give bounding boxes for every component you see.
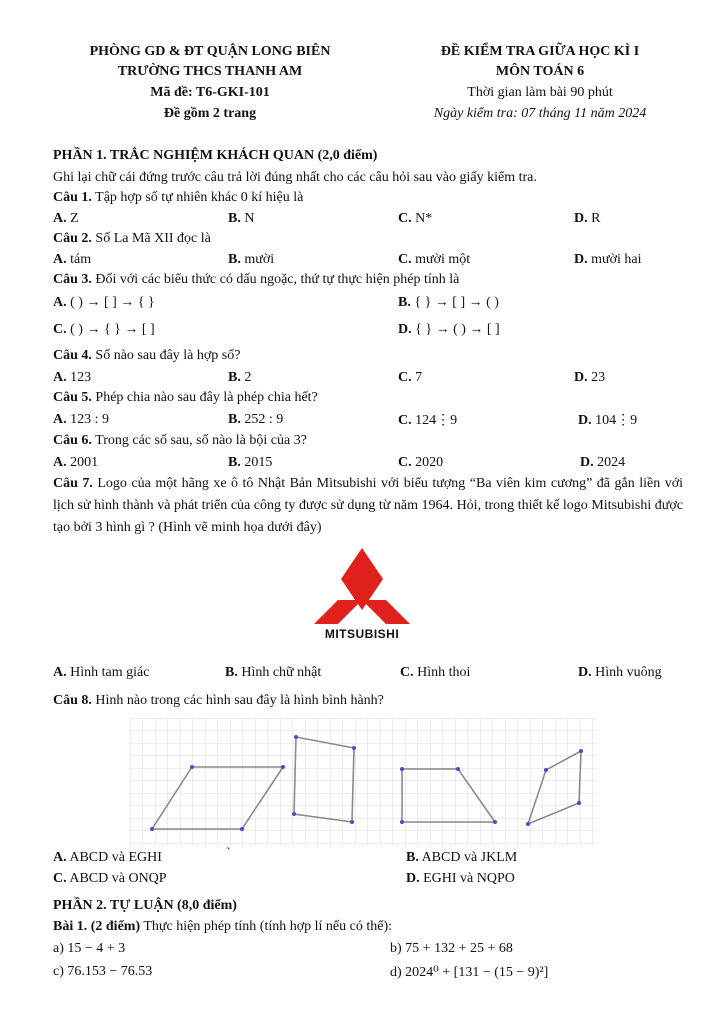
q3-option-d: D. { } → ( ) → [ ] bbox=[398, 322, 500, 337]
q4-option-a: A. 123 bbox=[53, 370, 92, 385]
header-department: PHÒNG GD & ĐT QUẬN LONG BIÊN bbox=[89, 44, 331, 59]
q5-option-c: C. 124⋮9 bbox=[398, 413, 458, 428]
header-school: TRƯỜNG THCS THANH AM bbox=[117, 64, 303, 79]
q5-option-b: B. 252 : 9 bbox=[228, 412, 284, 427]
q6-option-b: B. 2015 bbox=[228, 455, 273, 470]
question-5: Câu 5. Phép chia nào sau đây là phép chia hết? bbox=[53, 390, 318, 405]
question-2: Câu 2. Số La Mã XII đọc là bbox=[53, 231, 211, 246]
q8-option-c: C. ABCD và ONQP bbox=[53, 871, 167, 886]
part1-instruction: Ghi lại chữ cái đứng trước câu trả lời đúng nhất cho các câu hỏi sau vào giấy kiểm tra. bbox=[53, 170, 537, 185]
q4-option-b: B. 2 bbox=[228, 370, 252, 385]
bai1-item-c: c) 76.153 − 76.53 bbox=[53, 964, 153, 979]
header-exam-title: ĐỀ KIỂM TRA GIỮA HỌC KÌ I bbox=[440, 44, 640, 59]
parallelogram-figure bbox=[130, 718, 598, 846]
header-exam-code: Mã đề: T6-GKI-101 bbox=[150, 85, 270, 100]
question-8: Câu 8. Hình nào trong các hình sau đây là hình bình hành? bbox=[53, 693, 384, 708]
q1-option-b: B. N bbox=[228, 211, 255, 226]
q1-option-a: A. Z bbox=[53, 211, 79, 226]
question-1 bbox=[53, 190, 303, 206]
q7-option-b: B. Hình chữ nhật bbox=[225, 665, 322, 680]
q3-option-c: C. ( ) → { } → [ ] bbox=[53, 322, 155, 337]
q2-option-c: C. mười một bbox=[398, 252, 471, 267]
q6-option-a: A. 2001 bbox=[53, 455, 99, 470]
q1-option-c: C. N* bbox=[398, 211, 433, 226]
q2-option-a: A. tám bbox=[53, 252, 92, 267]
question-6: Câu 6. Trong các số sau, số nào là bội của 3? bbox=[53, 433, 307, 448]
left-diamond bbox=[314, 600, 362, 624]
q4-option-c: C. 7 bbox=[398, 370, 423, 385]
q6-option-d: D. 2024 bbox=[580, 455, 626, 470]
q3-option-b: B. { } → [ ] → ( ) bbox=[398, 295, 499, 310]
part1-title: PHẦN 1. TRẮC NGHIỆM KHÁCH QUAN (2,0 điểm) bbox=[53, 148, 378, 163]
bai1-heading: Bài 1. (2 điểm) Thực hiện phép tính (tính hợp lí nếu có thể): bbox=[53, 919, 393, 934]
q7-option-a: A. Hình tam giác bbox=[53, 665, 150, 680]
bai1-item-a: a) 15 − 4 + 3 bbox=[53, 941, 126, 956]
header-pages: Đề gồm 2 trang bbox=[163, 106, 257, 121]
q8-option-a: A. ABCD và EGHI bbox=[53, 850, 162, 865]
q2-option-b: B. mười bbox=[228, 252, 275, 267]
logo-wordmark: MITSUBISHI bbox=[324, 627, 400, 641]
stray-mark: ` bbox=[226, 846, 231, 861]
right-diamond bbox=[362, 600, 410, 624]
q8-option-d: D. EGHI và NQPO bbox=[406, 871, 515, 886]
question-label: Câu 1. bbox=[53, 190, 92, 205]
header-subject: MÔN TOÁN 6 bbox=[495, 64, 585, 79]
bai1-item-b: b) 75 + 132 + 25 + 68 bbox=[390, 941, 513, 956]
header-duration: Thời gian làm bài 90 phút bbox=[467, 85, 613, 100]
q7-option-d: D. Hình vuông bbox=[578, 665, 662, 680]
question-3: Câu 3. Đối với các biểu thức có dấu ngoặc, thứ tự thực hiện phép tính là bbox=[53, 272, 460, 287]
q7-option-c: C. Hình thoi bbox=[400, 665, 471, 680]
header-exam-date: Ngày kiểm tra: 07 tháng 11 năm 2024 bbox=[433, 106, 647, 121]
q1-option-d: D. R bbox=[574, 211, 601, 226]
q5-option-a: A. 123 : 9 bbox=[53, 412, 110, 427]
q4-option-d: D. 23 bbox=[574, 370, 606, 385]
q3-option-a: A. ( ) → [ ] → { } bbox=[53, 295, 155, 310]
grid-background bbox=[130, 718, 598, 846]
question-7: Câu 7. Logo của một hãng xe ô tô Nhật Bản Mitsubishi với biểu tượng “Ba viên kim cương” đã gắn liền với lịch sử hình thành và phát triển của công ty được sử dụng từ năm 1964. Hỏi, trong thiết kế logo Mitsubishi được tạo bởi 3 hình gì ? (Hình vẽ minh họa dưới đây) bbox=[53, 476, 683, 535]
question-4: Câu 4. Số nào sau đây là hợp số? bbox=[53, 348, 241, 363]
question-text: Tập hợp số tự nhiên khác 0 kí hiệu là bbox=[91, 190, 304, 205]
part2-title: PHẦN 2. TỰ LUẬN (8,0 điểm) bbox=[53, 898, 237, 913]
q5-option-d: D. 104⋮9 bbox=[578, 413, 638, 428]
q6-option-c: C. 2020 bbox=[398, 455, 444, 470]
bai1-item-d: d) 2024⁰ + [131 − (15 − 9)²] bbox=[390, 965, 549, 980]
q8-option-b: B. ABCD và JKLM bbox=[406, 850, 518, 865]
q2-option-d: D. mười hai bbox=[574, 252, 642, 267]
